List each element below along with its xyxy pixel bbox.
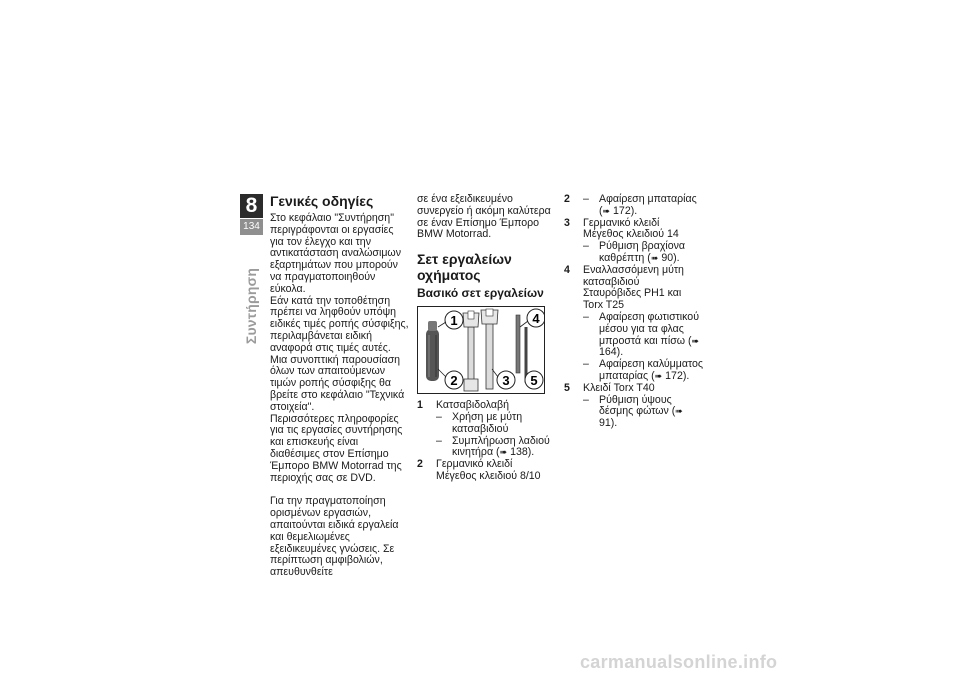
chapter-side-text: Συντήρηση	[243, 267, 259, 345]
subheading-basic-toolkit: Βασικό σετ εργαλείων	[417, 286, 544, 301]
reference-arrow-icon: ➠	[675, 406, 683, 417]
paragraph-intro: Στο κεφάλαιο "Συντήρηση" περιγράφονται οι εργασίες για τον έλεγχο και την αντικατάσταση αναλώσιμων εξαρτημάτων που μπορούν να πραγματοποιηθούν εύκολα.	[270, 212, 401, 295]
chapter-side-label	[241, 256, 261, 356]
sub-item-text: Ρύθμιση βραχίονα καθρέπτη	[599, 240, 686, 264]
reference-arrow-icon: ➠	[499, 447, 508, 458]
page-reference-link[interactable]: 90).	[661, 251, 680, 264]
sub-item: – Ρύθμιση ύψους δέσμης φώτων (➠ 91).	[583, 393, 683, 430]
column-2	[417, 194, 557, 483]
chapter-number: 8	[240, 194, 263, 218]
list-item	[564, 383, 704, 430]
paragraph-torque: Εάν κατά την τοποθέτηση πρέπει να ληφθούν υπόψη ειδικές τιμές ροπής σύσφιξης, περιλαμβάνεται ειδική αναφορά στις τιμές αυτές. Μια συνοπτική παρουσίαση όλων των απαιτούμενων τιμών ροπής σύσφιξης θα βρείτε στο κεφάλαιο "Τεχνικά στοιχεία".	[270, 294, 409, 413]
sub-item-text: Αφαίρεση καλύμματος μπαταρίας	[599, 358, 704, 382]
figure-label-5: 5	[530, 373, 538, 389]
figure-label-3: 3	[502, 373, 510, 389]
item-title: Γερμανικό κλειδί	[583, 216, 660, 229]
sub-item: – Ρύθμιση βραχίονα καθρέπτη (➠ 90).	[583, 240, 686, 264]
sub-item: – Αφαίρεση φωτιστικού μέσου για τα φλας μπροστά και πίσω (➠ 164).	[583, 310, 700, 359]
list-item	[564, 265, 704, 383]
list-item	[564, 194, 704, 218]
wrench-large-shape	[481, 309, 498, 389]
paragraph-continued: σε ένα εξειδικευμένο συνεργείο ή ακόμη καλύτερα σε έναν Επίσημο Έμπορο BMW Motorrad.	[417, 193, 551, 241]
item-number: 1	[417, 399, 423, 412]
wrench-small-shape	[463, 311, 479, 391]
item-title: Γερμανικό κλειδί	[436, 458, 513, 471]
paragraph-special-tools: Για την πραγματοποίηση ορισμένων εργασιών, απαιτούνται ειδικά εργαλεία και θεμελιωμένες εξειδικευμένες γνώσεις. Σε περίπτωση αμφιβολιών, απευθυνθείτε	[270, 495, 399, 579]
item-detail: Μέγεθος κλειδιού 8/10	[436, 469, 541, 482]
item-title: Εναλλασσόμενη μύτη κατσαβιδιού	[583, 263, 684, 288]
chapter-tab	[240, 194, 263, 240]
sub-item: – Αφαίρεση μπαταρίας (➠ 172).	[583, 193, 697, 217]
item-detail: Σταυρόβιδες PH1 και Torx T25	[583, 287, 682, 312]
paragraph-dvd: Περισσότερες πληροφορίες για τις εργασίες συντήρησης και επισκευής είναι διαθέσιμες στον Επίσημο Έμπορο BMW Motorrad της περιοχής σας σε DVD.	[270, 412, 403, 484]
list-item	[564, 218, 704, 265]
item-detail: Μέγεθος κλειδιού 14	[583, 228, 679, 241]
watermark: carmanualsonline.info	[580, 652, 778, 672]
column-1	[270, 193, 410, 579]
toolkit-figure	[417, 306, 545, 394]
page-reference-link[interactable]: 138).	[510, 446, 535, 459]
page-reference-link[interactable]: 172).	[665, 369, 690, 382]
item-number: 4	[564, 263, 570, 276]
sub-item-text: Χρήση με μύτη κατσαβιδιού	[452, 410, 523, 435]
page-number: 134	[240, 219, 263, 235]
item-title: Κλειδί Torx T40	[583, 381, 655, 394]
sub-item-text: Συμπλήρωση λαδιού κινητήρα	[452, 434, 550, 459]
page-reference-link[interactable]: 91).	[599, 417, 618, 430]
sub-item: – Συμπλήρωση λαδιού κινητήρα (➠ 138).	[436, 434, 550, 459]
page-reference-link[interactable]: 164).	[599, 346, 624, 359]
toolkit-illustration	[418, 307, 544, 393]
sub-item-text: Αφαίρεση φωτιστικού μέσου για τα φλας μπροστά και πίσω	[599, 310, 699, 347]
screwdriver-handle-shape	[426, 329, 439, 381]
column-3	[564, 194, 704, 430]
reference-arrow-icon: ➠	[650, 252, 659, 263]
item-title: Κατσαβιδολαβή	[436, 399, 510, 412]
figure-label-4: 4	[532, 311, 540, 327]
reference-arrow-icon: ➠	[602, 205, 611, 216]
figure-label-2: 2	[450, 373, 458, 389]
list-item	[417, 459, 557, 483]
item-number: 2	[564, 193, 570, 205]
sub-item: – Χρήση με μύτη κατσαβιδιού	[436, 410, 523, 435]
sub-item-text: Αφαίρεση μπαταρίας	[599, 193, 697, 205]
bit-shape	[516, 315, 520, 373]
item-number: 2	[417, 458, 423, 471]
page-reference-link[interactable]: 172).	[613, 204, 638, 217]
sub-item-text: Ρύθμιση ύψους δέσμης φώτων	[599, 393, 672, 418]
section-heading-general: Γενικές οδηγίες	[270, 193, 374, 209]
figure-label-1: 1	[450, 313, 458, 329]
reference-arrow-icon: ➠	[654, 370, 663, 381]
list-item	[417, 400, 557, 459]
sub-item: – Αφαίρεση καλύμματος μπαταρίας (➠ 172).	[583, 358, 704, 382]
section-heading-toolkit: Σετ εργαλείων οχήματος	[417, 251, 512, 284]
reference-arrow-icon: ➠	[691, 335, 700, 346]
item-number: 3	[564, 216, 570, 229]
item-number: 5	[564, 381, 570, 394]
